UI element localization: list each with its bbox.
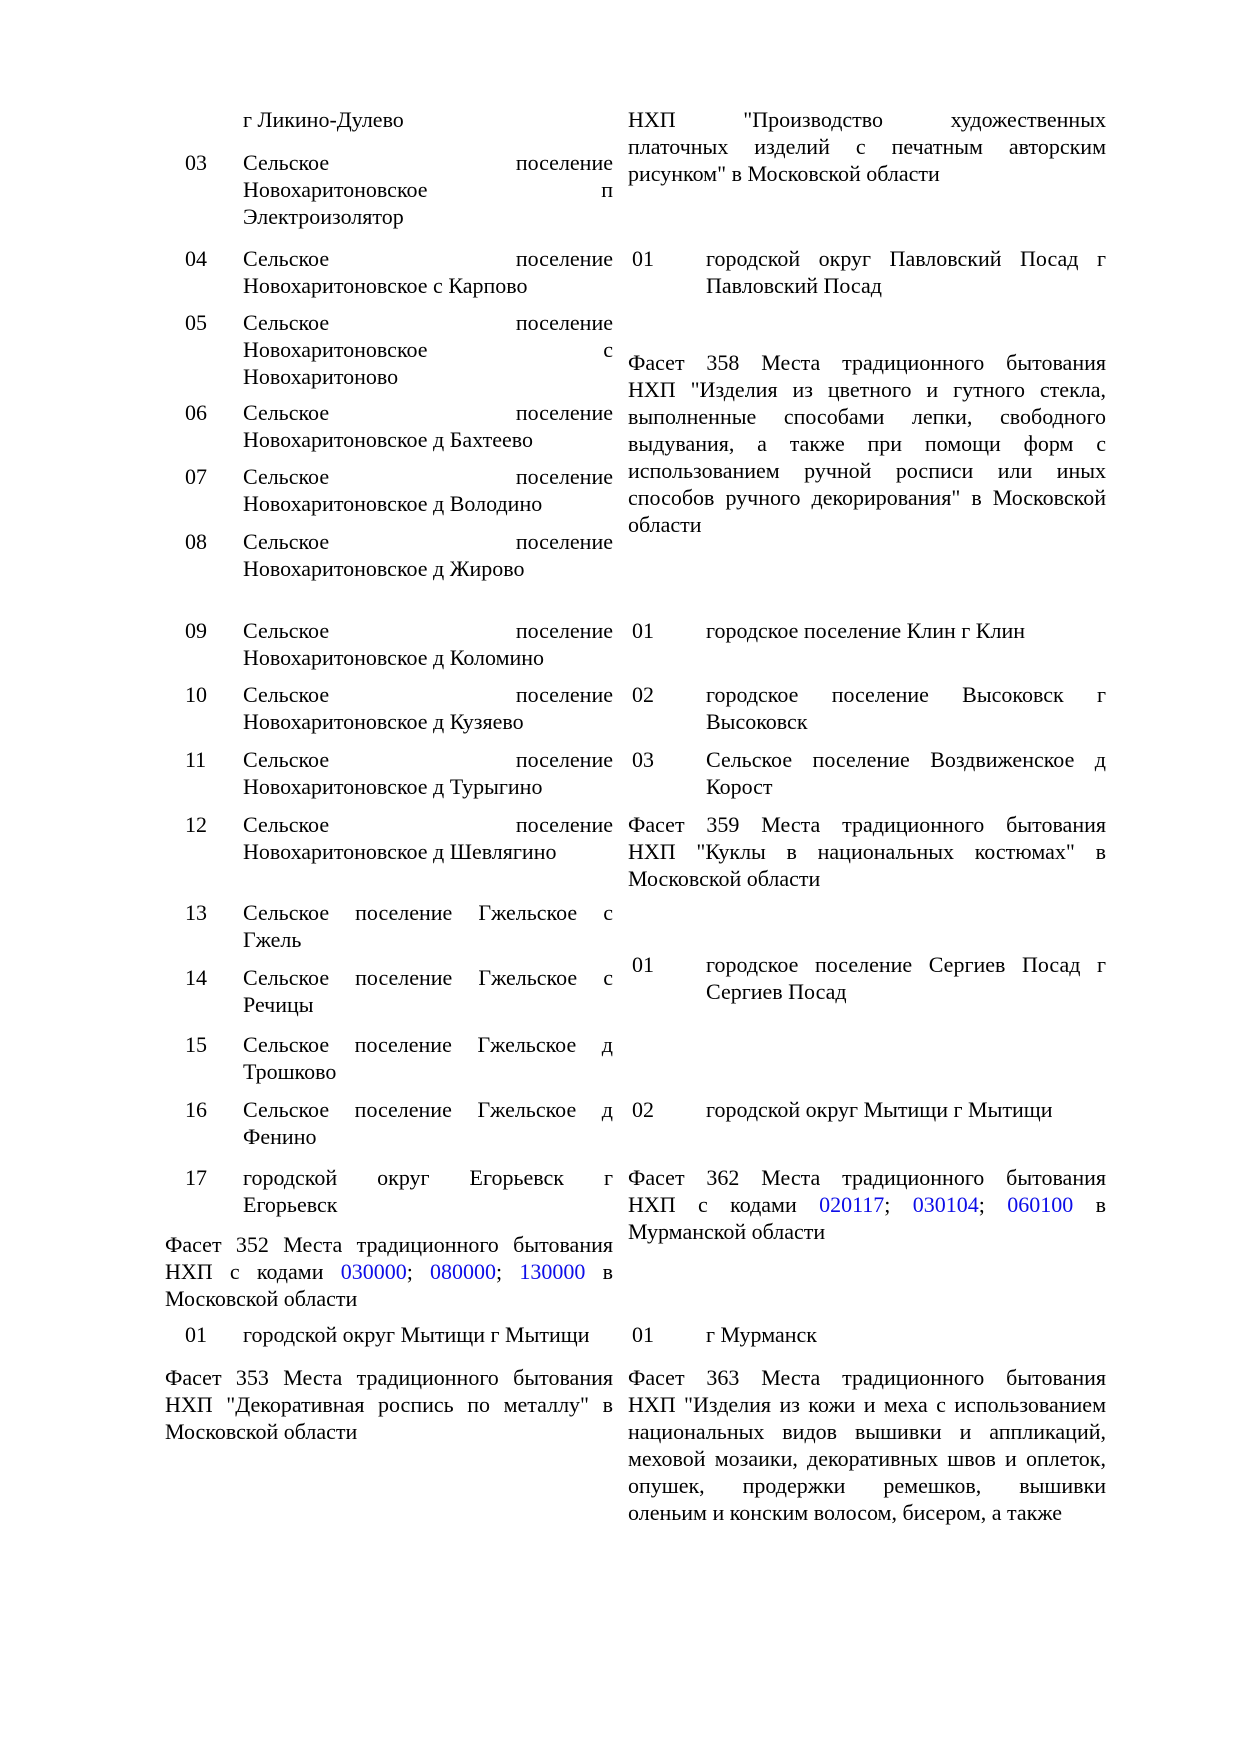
text-line: Корост bbox=[706, 774, 773, 799]
classifier-entry bbox=[165, 681, 613, 735]
text-segment: в bbox=[585, 1259, 613, 1284]
entry-code-number: 03 bbox=[185, 150, 207, 175]
text-line: Трошково bbox=[243, 1059, 337, 1084]
classifier-entry bbox=[165, 811, 613, 865]
entry-code-number: 10 bbox=[185, 682, 207, 707]
text-line: Сельское поселение Воздвиженское д bbox=[706, 747, 1106, 772]
text-line: Егорьевск bbox=[243, 1192, 338, 1217]
entry-code-number: 04 bbox=[185, 246, 207, 271]
right-column bbox=[628, 0, 1106, 1754]
text-line: Сельское поселение bbox=[243, 150, 613, 175]
text-segment: ; bbox=[978, 1192, 1008, 1217]
text-line: Новохаритоновское с Карпово bbox=[243, 273, 528, 298]
code-link[interactable]: 060100 bbox=[1007, 1192, 1074, 1217]
text-line: Фасет 352 Места традиционного бытования bbox=[165, 1232, 613, 1257]
text-line: городское поселение Клин г Клин bbox=[706, 618, 1025, 643]
classifier-entry bbox=[165, 746, 613, 800]
entry-code-number: 05 bbox=[185, 310, 207, 335]
classifier-entry bbox=[165, 1164, 613, 1218]
text-line: Мурманской области bbox=[628, 1219, 826, 1244]
classifier-entry bbox=[165, 149, 613, 230]
text-line: городское поселение Высоковск г bbox=[706, 682, 1106, 707]
text-line: Сельское поселение bbox=[243, 747, 613, 772]
classifier-entry bbox=[165, 528, 613, 582]
text-segment: ; bbox=[496, 1259, 520, 1284]
text-line: Фасет 358 Места традиционного бытования bbox=[628, 350, 1106, 375]
text-line: Сельское поселение bbox=[243, 618, 613, 643]
left-column bbox=[165, 0, 613, 1754]
classifier-entry bbox=[165, 1096, 613, 1150]
text-line: городской округ Мытищи г Мытищи bbox=[706, 1097, 1053, 1122]
text-line: городской округ Павловский Посад г bbox=[706, 246, 1106, 271]
facet-paragraph bbox=[628, 349, 1106, 538]
text-line: Сергиев Посад bbox=[706, 979, 847, 1004]
text-line: Фенино bbox=[243, 1124, 317, 1149]
text-line: платочных изделий с печатным авторским bbox=[628, 134, 1106, 159]
text-line: городской округ Егорьевск г bbox=[243, 1165, 613, 1190]
text-line: оленьим и конским волосом, бисером, а также bbox=[628, 1500, 1063, 1525]
classifier-entry bbox=[165, 964, 613, 1018]
text-line: Высоковск bbox=[706, 709, 808, 734]
entry-code-number: 02 bbox=[632, 1097, 654, 1122]
classifier-entry bbox=[165, 245, 613, 299]
entry-code-number: 09 bbox=[185, 618, 207, 643]
text-line: Новохаритоновское д Турыгино bbox=[243, 774, 543, 799]
text-line: Новохаритоновское д Бахтеево bbox=[243, 427, 533, 452]
text-line: Павловский Посад bbox=[706, 273, 882, 298]
text-line: Фасет 362 Места традиционного бытования bbox=[628, 1165, 1106, 1190]
facet-paragraph bbox=[628, 1364, 1106, 1526]
text-line: Сельское поселение Гжельское с bbox=[243, 900, 613, 925]
text-line bbox=[628, 1191, 1106, 1218]
classifier-entry bbox=[165, 617, 613, 671]
classifier-entry bbox=[165, 463, 613, 517]
classifier-entry bbox=[628, 1321, 1106, 1348]
text-line: г Мурманск bbox=[706, 1322, 817, 1347]
text-line: Сельское поселение bbox=[243, 246, 613, 271]
text-line: Электроизолятор bbox=[243, 204, 404, 229]
text-line: использованием ручной росписи или иных bbox=[628, 458, 1106, 483]
code-link[interactable]: 030000 bbox=[340, 1259, 407, 1284]
text-line bbox=[165, 1258, 613, 1285]
entry-code-number: 15 bbox=[185, 1032, 207, 1057]
text-segment: в bbox=[1073, 1192, 1106, 1217]
text-line: Новохаритоновское д Коломино bbox=[243, 645, 545, 670]
text-line: выполненные способами лепки, свободного bbox=[628, 404, 1106, 429]
entry-code-number: 02 bbox=[632, 682, 654, 707]
facet-paragraph bbox=[628, 811, 1106, 892]
classifier-entry bbox=[165, 1031, 613, 1085]
entry-code-number: 07 bbox=[185, 464, 207, 489]
text-line: Сельское поселение bbox=[243, 464, 613, 489]
text-line: Сельское поселение bbox=[243, 812, 613, 837]
text-line: Новохаритоновское с bbox=[243, 337, 613, 362]
classifier-entry bbox=[628, 681, 1106, 735]
entry-code-number: 01 bbox=[632, 618, 654, 643]
entry-code-number: 14 bbox=[185, 965, 207, 990]
entry-code-number: 01 bbox=[632, 1322, 654, 1347]
facet-paragraph bbox=[628, 1164, 1106, 1245]
text-segment: ; bbox=[884, 1192, 913, 1217]
text-line: способов ручного декорирования" в Московской bbox=[628, 485, 1106, 510]
facet-paragraph bbox=[165, 1231, 613, 1312]
text-line: Речицы bbox=[243, 992, 314, 1017]
entry-code-number: 12 bbox=[185, 812, 207, 837]
text-line: Сельское поселение bbox=[243, 310, 613, 335]
code-link[interactable]: 080000 bbox=[430, 1259, 497, 1284]
text-line: Московской области bbox=[628, 866, 821, 891]
text-line: Сельское поселение Гжельское д bbox=[243, 1097, 613, 1122]
entry-code-number: 06 bbox=[185, 400, 207, 425]
text-segment: НХП с кодами bbox=[628, 1192, 820, 1217]
entry-code-number: 13 bbox=[185, 900, 207, 925]
text-line: НХП "Куклы в национальных костюмах" в bbox=[628, 839, 1106, 864]
text-line: Сельское поселение Гжельское с bbox=[243, 965, 613, 990]
code-link[interactable]: 030104 bbox=[912, 1192, 979, 1217]
entry-code-number: 17 bbox=[185, 1165, 207, 1190]
text-line: Московской области bbox=[165, 1286, 358, 1311]
text-line: Сельское поселение bbox=[243, 529, 613, 554]
entry-code-number: 03 bbox=[632, 747, 654, 772]
text-line: Гжель bbox=[243, 927, 302, 952]
text-line: опушек, продержки ремешков, вышивки bbox=[628, 1473, 1106, 1498]
text-line: Новохаритоновское д Кузяево bbox=[243, 709, 524, 734]
entry-code-number: 01 bbox=[632, 246, 654, 271]
text-line: рисунком" в Московской области bbox=[628, 161, 940, 186]
text-line: НХП "Декоративная роспись по металлу" в bbox=[165, 1392, 613, 1417]
classifier-entry bbox=[628, 1096, 1106, 1123]
entry-code-number: 11 bbox=[185, 747, 207, 772]
text-segment: НХП с кодами bbox=[165, 1259, 341, 1284]
text-line: Новохаритоновское д Шевлягино bbox=[243, 839, 557, 864]
classifier-entry bbox=[165, 1321, 613, 1348]
text-line: национальных видов вышивки и аппликаций, bbox=[628, 1419, 1106, 1444]
text-line: области bbox=[628, 512, 702, 537]
classifier-entry bbox=[165, 309, 613, 390]
code-link[interactable]: 020117 bbox=[819, 1192, 885, 1217]
text-line: городской округ Мытищи г Мытищи bbox=[243, 1322, 590, 1347]
text-line: меховой мозаики, декоративных швов и оплеток, bbox=[628, 1446, 1106, 1471]
classifier-entry bbox=[628, 617, 1106, 644]
classifier-entry bbox=[165, 399, 613, 453]
facet-paragraph bbox=[165, 1364, 613, 1445]
entry-code-number: 08 bbox=[185, 529, 207, 554]
text-line: Новохаритоновское д Жирово bbox=[243, 556, 525, 581]
text-line: НХП "Изделия из цветного и гутного стекла, bbox=[628, 377, 1106, 402]
text-line: НХП "Производство художественных bbox=[628, 107, 1106, 132]
text-line: Фасет 363 Места традиционного бытования bbox=[628, 1365, 1106, 1390]
text-line: выдувания, а также при помощи форм с bbox=[628, 431, 1106, 456]
entry-code-number: 16 bbox=[185, 1097, 207, 1122]
classifier-entry bbox=[628, 951, 1106, 1005]
text-segment: ; bbox=[406, 1259, 431, 1284]
classifier-entry bbox=[628, 245, 1106, 299]
facet-paragraph bbox=[628, 106, 1106, 187]
text-line: Московской области bbox=[165, 1419, 358, 1444]
text-line: Сельское поселение Гжельское д bbox=[243, 1032, 613, 1057]
text-line: Фасет 359 Места традиционного бытования bbox=[628, 812, 1106, 837]
entry-code-number: 01 bbox=[185, 1322, 207, 1347]
code-link[interactable]: 130000 bbox=[519, 1259, 586, 1284]
text-line: городское поселение Сергиев Посад г bbox=[706, 952, 1106, 977]
entry-continuation bbox=[165, 106, 613, 133]
text-line: Сельское поселение bbox=[243, 400, 613, 425]
text-line: Фасет 353 Места традиционного бытования bbox=[165, 1365, 613, 1390]
text-line: Новохаритоновское д Володино bbox=[243, 491, 543, 516]
classifier-entry bbox=[628, 746, 1106, 800]
text-line: г Ликино-Дулево bbox=[243, 107, 404, 132]
classifier-entry bbox=[165, 899, 613, 953]
text-line: Сельское поселение bbox=[243, 682, 613, 707]
entry-code-number: 01 bbox=[632, 952, 654, 977]
text-line: Новохаритоновское п bbox=[243, 177, 613, 202]
text-line: НХП "Изделия из кожи и меха с использованием bbox=[628, 1392, 1106, 1417]
text-line: Новохаритоново bbox=[243, 364, 399, 389]
